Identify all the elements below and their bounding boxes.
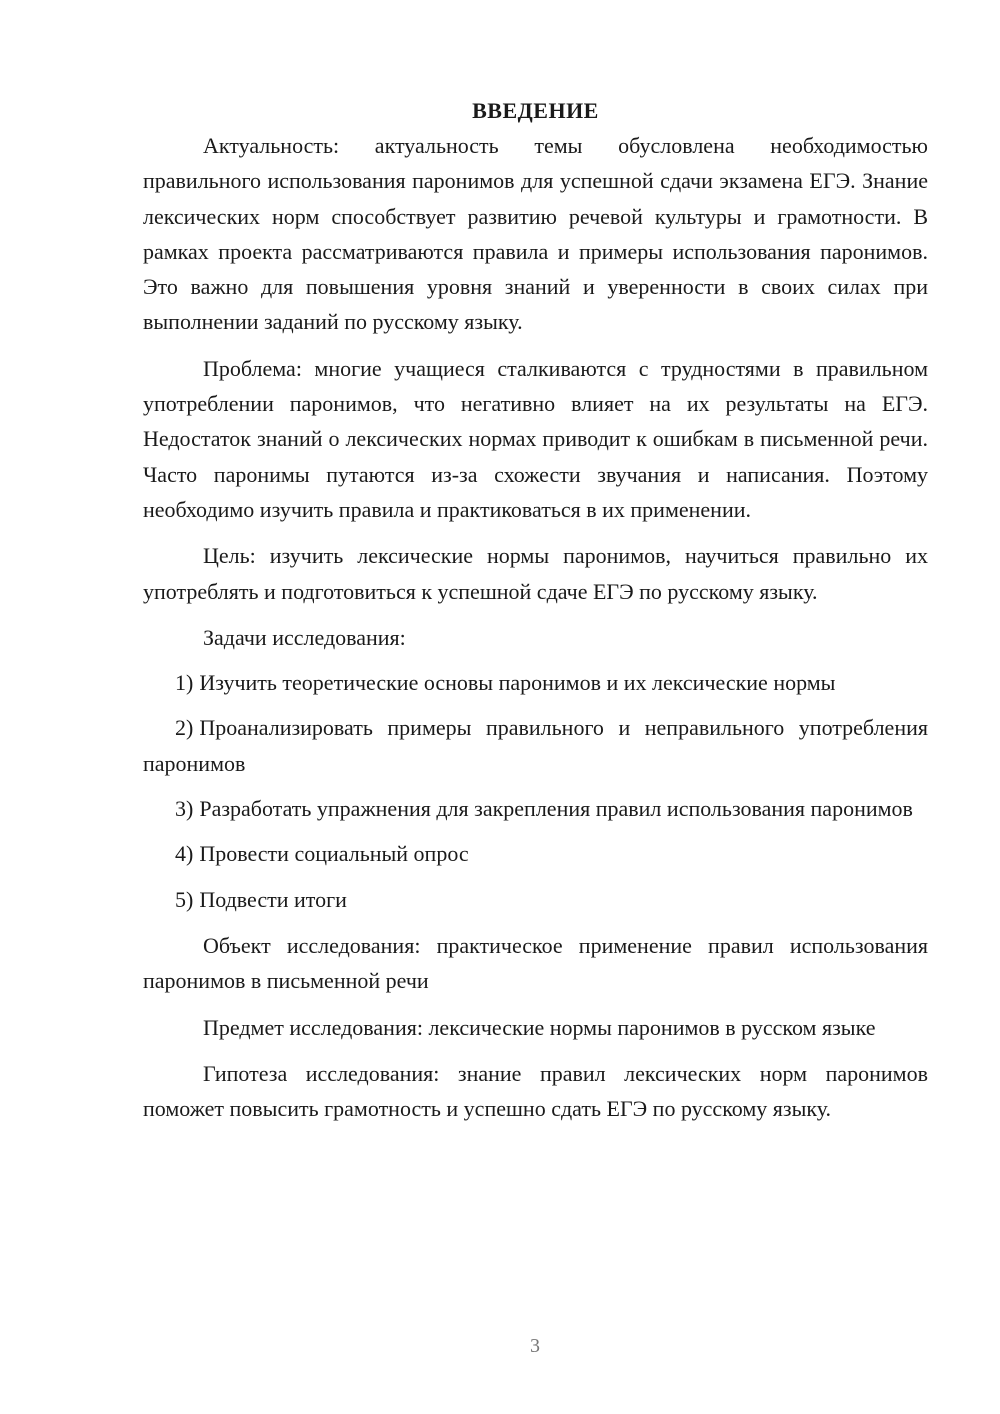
task-text: Проанализировать примеры правильного и неправильного употребления паронимов — [143, 715, 928, 776]
task-text: Разработать упражнения для закрепления правил использования паронимов — [199, 796, 913, 822]
subject-paragraph: Предмет исследования: лексические нормы паронимов в русском языке — [203, 1014, 876, 1040]
task-number: 4) — [175, 841, 194, 867]
task-text: Провести социальный опрос — [199, 841, 469, 867]
object-paragraph: Объект исследования: практическое применение правил использования паронимов в письменной речи — [143, 932, 928, 994]
task-text: Изучить теоретические основы паронимов и их лексические нормы — [199, 670, 836, 696]
tasks-list — [143, 665, 928, 917]
task-item-4 — [143, 836, 928, 871]
task-number: 5) — [175, 886, 194, 912]
task-number: 2) — [175, 715, 194, 741]
tasks-title: Задачи исследования: — [203, 624, 406, 650]
goal-paragraph: Цель: изучить лексические нормы паронимов, научиться правильно их употреблять и подготовиться к успешной сдаче ЕГЭ по русскому языку. — [143, 543, 928, 604]
task-item-3 — [143, 791, 928, 826]
task-item-5 — [143, 882, 928, 917]
task-item-1 — [143, 665, 928, 700]
page-number: 3 — [530, 1335, 540, 1357]
relevance-paragraph: Актуальность: актуальность темы обусловлена необходимостью правильного использования паронимов для успешной сдачи экзамена ЕГЭ. Знание лексических норм способствует развитию речевой культуры и грамотности. В рамках проекта рассматриваются правила и примеры использования паронимов. Это важно для повышения уровня знаний и уверенности в своих силах при выполнении заданий по русскому языку. — [143, 133, 928, 335]
problem-paragraph: Проблема: многие учащиеся сталкиваются с трудностями в правильном употреблении паронимов, что негативно влияет на их результаты на ЕГЭ. Недостаток знаний о лексических нормах приводит к ошибкам в письменной речи. Часто паронимы путаются из-за схожести звучания и написания. Поэтому необходимо изучить правила и практиковаться в их применении. — [143, 355, 928, 522]
hypothesis-paragraph: Гипотеза исследования: знание правил лексических норм паронимов поможет повысить грамотность и успешно сдать ЕГЭ по русскому языку. — [143, 1060, 928, 1122]
task-number: 3) — [175, 796, 194, 822]
task-number: 1) — [175, 670, 194, 696]
task-item-2 — [143, 710, 928, 781]
task-text: Подвести итоги — [199, 886, 347, 912]
document-page — [143, 96, 928, 1126]
document-heading: ВВЕДЕНИЕ — [472, 98, 599, 123]
